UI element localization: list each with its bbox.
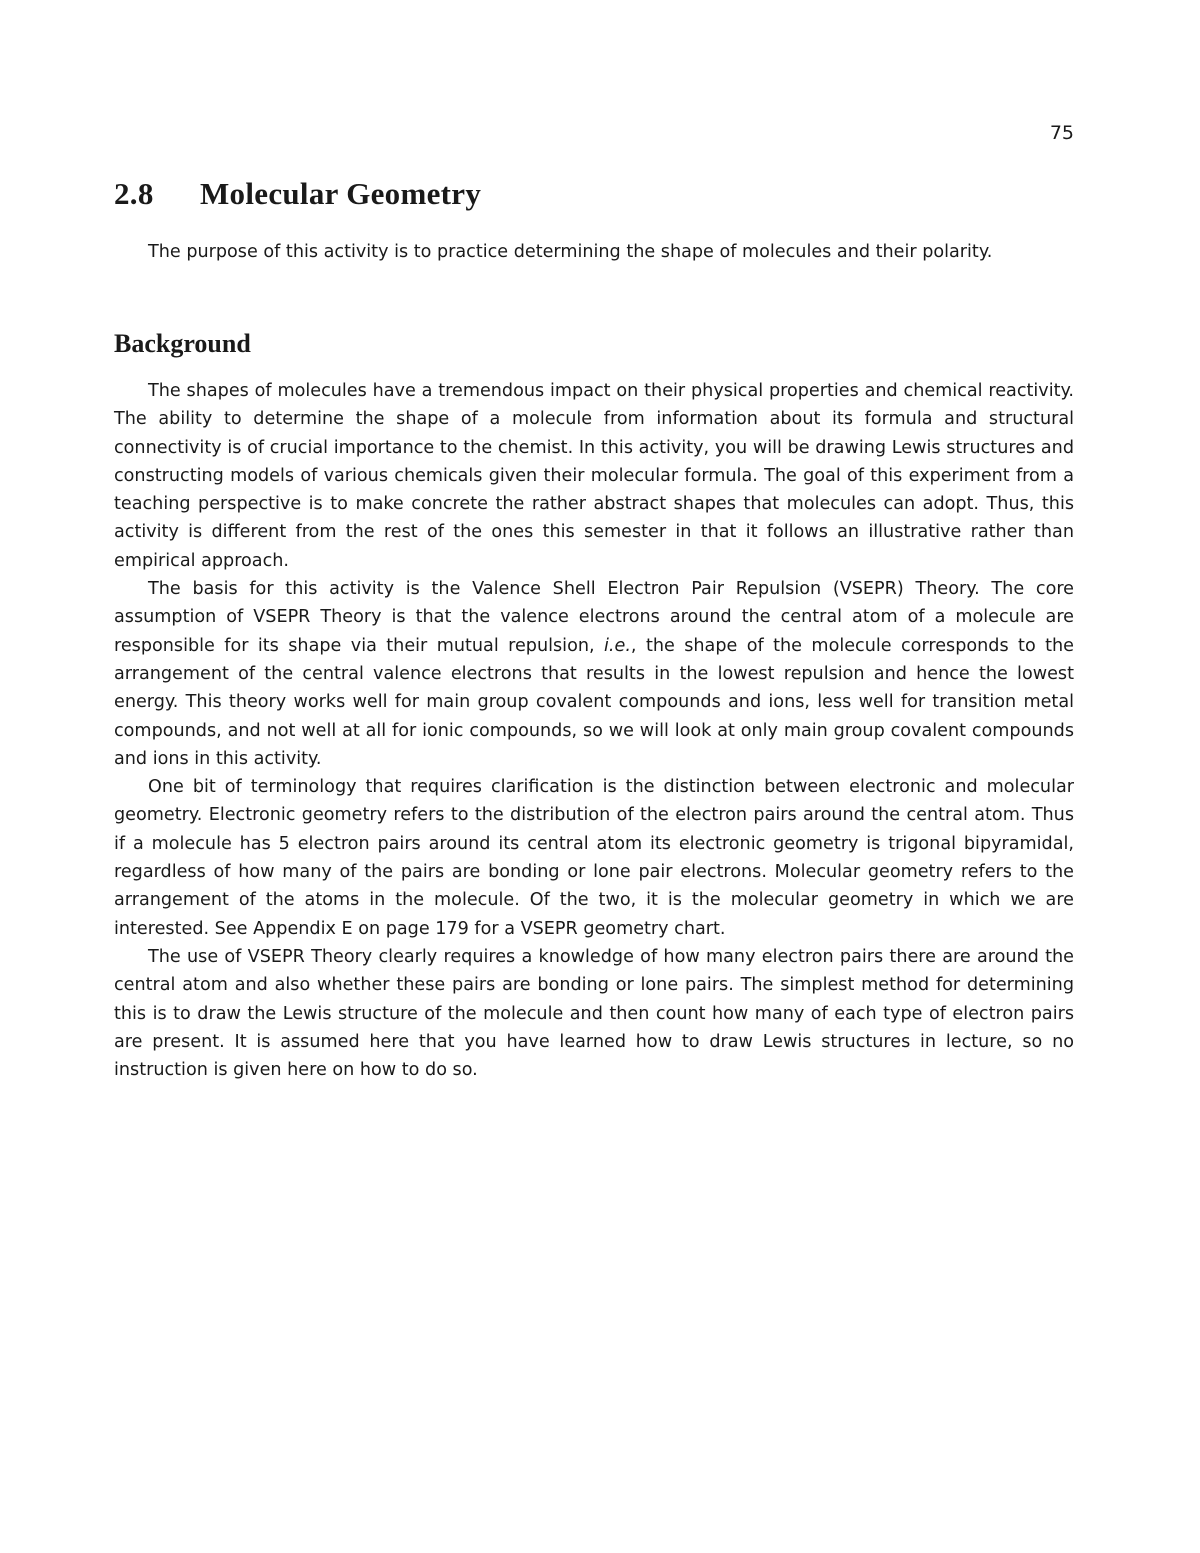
background-heading: Background — [114, 329, 251, 358]
intro-block — [114, 238, 1074, 266]
paragraph-2-text-b: , the shape of the molecule corresponds to the arrangement of the central valence electrons that results in the lowest repulsion and hence the lowest energy. This theory works well for main group covalent compounds and ions, less well for transition metal compounds, and not well at all for ionic compounds, so we will look at only main group covalent compounds and ions in this activity. — [114, 635, 1075, 769]
background-paragraph-3: One bit of terminology that requires clarification is the distinction between electronic and molecular geometry. Electronic geometry refers to the distribution of the electron pairs around the central atom. Thus if a molecule has 5 electron pairs around its central atom its electronic geometry is trigonal bipyramidal, regardless of how many of the pairs are bonding or lone pair electrons. Molecular geometry refers to the arrangement of the atoms in the molecule. Of the two, it is the molecular geometry in which we are interested. See Appendix E on page 179 for a VSEPR geometry chart. — [114, 777, 1074, 939]
section-heading — [114, 176, 481, 212]
page-number: 75 — [1049, 122, 1074, 144]
section-number: 2.8 — [114, 176, 154, 211]
intro-paragraph: The purpose of this activity is to practice determining the shape of molecules and their polarity. — [148, 242, 993, 262]
background-paragraph-2 — [114, 575, 1074, 773]
paragraph-2-text-a: The basis for this activity is the Valence Shell Electron Pair Repulsion (VSEPR) Theory. The core assumption of VSEPR Theory is that the valence electrons around the central atom of a molecule are responsible for its shape via their mutual repulsion, — [114, 579, 1074, 656]
ie-abbreviation: i.e. — [604, 635, 631, 656]
background-paragraph-4: The use of VSEPR Theory clearly requires a knowledge of how many electron pairs there are around the central atom and also whether these pairs are bonding or lone pairs. The simplest method for determining this is to draw the Lewis structure of the molecule and then count how many of each type of electron pairs are present. It is assumed here that you have learned how to draw Lewis structures in lecture, so no instruction is given here on how to do so. — [114, 946, 1074, 1081]
background-body — [114, 377, 1074, 1084]
section-title: Molecular Geometry — [200, 176, 482, 211]
background-paragraph-1: The shapes of molecules have a tremendous impact on their physical properties and chemical reactivity. The ability to determine the shape of a molecule from information about its formula and structural connectivity is of crucial importance to the chemist. In this activity, you will be drawing Lewis structures and constructing models of various chemicals given their molecular formula. The goal of this experiment from a teaching perspective is to make concrete the rather abstract shapes that molecules can adopt. Thus, this activity is different from the rest of the ones this semester in that it follows an illustrative rather than empirical approach. — [114, 381, 1074, 571]
